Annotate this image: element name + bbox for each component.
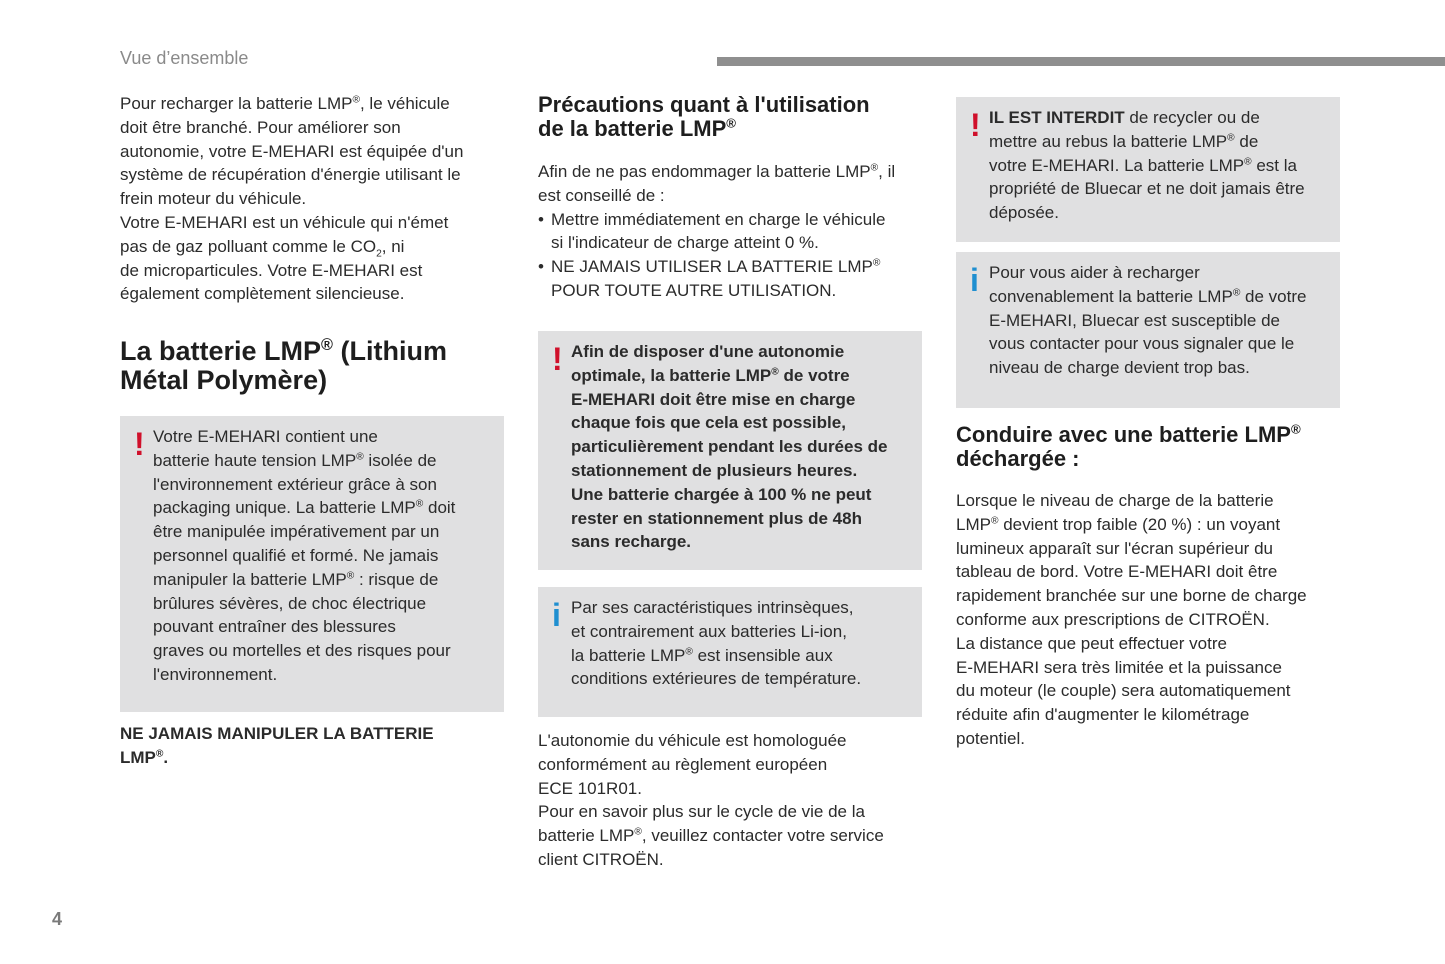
text-line: NE JAMAIS MANIPULER LA BATTERIE: [120, 724, 434, 743]
text-line: est conseillé de :: [538, 185, 665, 205]
text-line: propriété de Bluecar et ne doit jamais être: [989, 179, 1305, 199]
text-line: également complètement silencieuse.: [120, 284, 405, 304]
exclamation-icon: !: [552, 341, 563, 377]
exclamation-icon: !: [134, 426, 145, 462]
text-line: E-MEHARI, Bluecar est susceptible de: [989, 310, 1281, 330]
info-box-contact: [956, 252, 1340, 408]
lead-rest: de recycler ou de: [1124, 108, 1260, 127]
heading-line: de la batterie LMP®: [538, 115, 736, 141]
column-left: [120, 92, 505, 395]
text-line: stationnement de plusieurs heures.: [571, 460, 858, 480]
precautions-text: [538, 160, 928, 303]
list-item: [538, 208, 928, 256]
heading-line: La batterie LMP® (Lithium: [120, 336, 447, 366]
text-line: réduite afin d'augmenter le kilométrage: [956, 705, 1250, 725]
text-line: pouvant entraîner des blessures: [153, 617, 396, 637]
text-line: doit être branché. Pour améliorer son: [120, 117, 401, 137]
text-line: personnel qualifié et formé. Ne jamais: [153, 545, 439, 565]
text-line: • NE JAMAIS UTILISER LA BATTERIE LMP®: [551, 257, 881, 277]
section-heading: [120, 337, 520, 395]
section-heading: [538, 93, 923, 141]
text-line: E-MEHARI sera très limitée et la puissance: [956, 657, 1282, 677]
text-line: sans recharge.: [571, 532, 692, 552]
exclamation-icon: !: [970, 107, 981, 143]
text-line: [989, 106, 1332, 130]
text-line: Afin de disposer d'une autonomie: [571, 342, 845, 361]
text-line: lumineux apparaît sur l'écran supérieur du: [956, 538, 1273, 558]
text-line: la batterie LMP® est insensible aux: [571, 645, 833, 665]
text-line: l'environnement extérieur grâce à son: [153, 474, 437, 494]
heading-line: Conduire avec une batterie LMP®: [956, 421, 1301, 447]
text-line: La distance que peut effectuer votre: [956, 633, 1227, 653]
text-line: optimale, la batterie LMP® de votre: [571, 365, 850, 385]
text-line: Par ses caractéristiques intrinsèques,: [571, 598, 854, 617]
text-line: Une batterie chargée à 100 % ne peut: [571, 484, 872, 504]
section-heading: [956, 423, 1346, 471]
section-label: Vue d’ensemble: [120, 48, 249, 68]
text-line: rapidement branchée sur une borne de charge: [956, 586, 1307, 606]
column-right-lower: [956, 423, 1346, 751]
text-line: conforme aux prescriptions de CITROËN.: [956, 609, 1270, 629]
text-line: niveau de charge devient trop bas.: [989, 358, 1250, 378]
warning-text: [571, 340, 918, 554]
homologation-text: [538, 729, 928, 872]
text-line: manipuler la batterie LMP® : risque de: [153, 569, 439, 589]
text-line: et contrairement aux batteries Li-ion,: [571, 621, 847, 641]
warning-box-charging: [538, 331, 922, 570]
text-line: Afin de ne pas endommager la batterie LMP®, il: [538, 162, 896, 181]
text-line: déposée.: [989, 203, 1059, 223]
notice-text: [120, 722, 505, 770]
precautions-list: [538, 208, 928, 303]
column-middle: [538, 92, 923, 300]
text-line: de microparticules. Votre E-MEHARI est: [120, 260, 423, 280]
warning-text: [153, 425, 496, 687]
page-number: 4: [52, 909, 63, 929]
text-line: mettre au rebus la batterie LMP® de: [989, 131, 1259, 151]
text-line: vous contacter pour vous signaler que le: [989, 334, 1295, 354]
bold-lead: IL EST INTERDIT: [989, 108, 1125, 127]
text-line: votre E-MEHARI. La batterie LMP® est la: [989, 155, 1297, 175]
text-line: Pour recharger la batterie LMP®, le véhicule: [120, 94, 450, 113]
text-line: POUR TOUTE AUTRE UTILISATION.: [551, 280, 837, 300]
text-line: graves ou mortelles et des risques pour: [153, 641, 451, 661]
text-line: si l'indicateur de charge atteint 0 %.: [551, 233, 819, 253]
text-line: LMP® devient trop faible (20 %) : un voyant: [956, 514, 1281, 534]
info-text: [571, 596, 914, 691]
warning-box-recycling: [956, 97, 1340, 242]
text-line: l'environnement.: [153, 664, 278, 684]
text-line: batterie haute tension LMP® isolée de: [153, 450, 437, 470]
text-line: pas de gaz polluant comme le $CO_2$, ni: [120, 236, 405, 260]
warning-text: [989, 106, 1332, 225]
text-line: du moteur (le couple) sera automatiquement: [956, 681, 1291, 701]
text-line: client CITROËN.: [538, 849, 664, 869]
heading-line: Précautions quant à l'utilisation: [538, 92, 870, 117]
text-line: Votre E-MEHARI est un véhicule qui n'émet: [120, 212, 449, 232]
text-line: ECE 101R01.: [538, 778, 642, 798]
text-line: rester en stationnement plus de 48h: [571, 508, 862, 528]
text-line: Pour en savoir plus sur le cycle de vie de la: [538, 802, 865, 822]
heading-line: Métal Polymère): [120, 365, 328, 395]
text-line: LMP®.: [120, 747, 169, 767]
text-line: conformément au règlement européen: [538, 754, 828, 774]
text-line: packaging unique. La batterie LMP® doit: [153, 498, 456, 518]
intro-paragraph: [120, 92, 505, 306]
text-line: • Mettre immédiatement en charge le véhicule: [551, 209, 886, 229]
info-icon: i: [970, 262, 979, 298]
discharged-text: [956, 489, 1346, 751]
info-icon: i: [552, 597, 561, 633]
text-line: E-MEHARI doit être mise en charge: [571, 389, 856, 409]
text-line: autonomie, votre E-MEHARI est équipée d'un: [120, 141, 464, 161]
list-item: [538, 255, 928, 303]
text-line: Votre E-MEHARI contient une: [153, 427, 378, 446]
text-line: chaque fois que cela est possible,: [571, 413, 846, 433]
text-line: potentiel.: [956, 728, 1025, 748]
text-line: conditions extérieures de température.: [571, 669, 862, 689]
header-bar: [717, 57, 1445, 66]
text-line: particulièrement pendant les durées de: [571, 437, 888, 457]
text-line: L'autonomie du véhicule est homologuée: [538, 731, 847, 750]
heading-line: déchargée :: [956, 446, 1080, 471]
info-text: [989, 261, 1332, 380]
text-line: frein moteur du véhicule.: [120, 189, 307, 209]
warning-box-battery: [120, 416, 504, 712]
text-line: convenablement la batterie LMP® de votre: [989, 286, 1307, 306]
text-line: brûlures sévères, de choc électrique: [153, 593, 427, 613]
text-line: tableau de bord. Votre E-MEHARI doit être: [956, 562, 1278, 582]
text-line: Lorsque le niveau de charge de la batterie: [956, 491, 1274, 510]
text-line: être manipulée impérativement par un: [153, 522, 440, 542]
text-line: batterie LMP®, veuillez contacter votre service: [538, 826, 884, 846]
info-box-temperature: [538, 587, 922, 717]
text-line: Pour vous aider à recharger: [989, 263, 1200, 282]
text-line: système de récupération d'énergie utilisant le: [120, 165, 461, 185]
